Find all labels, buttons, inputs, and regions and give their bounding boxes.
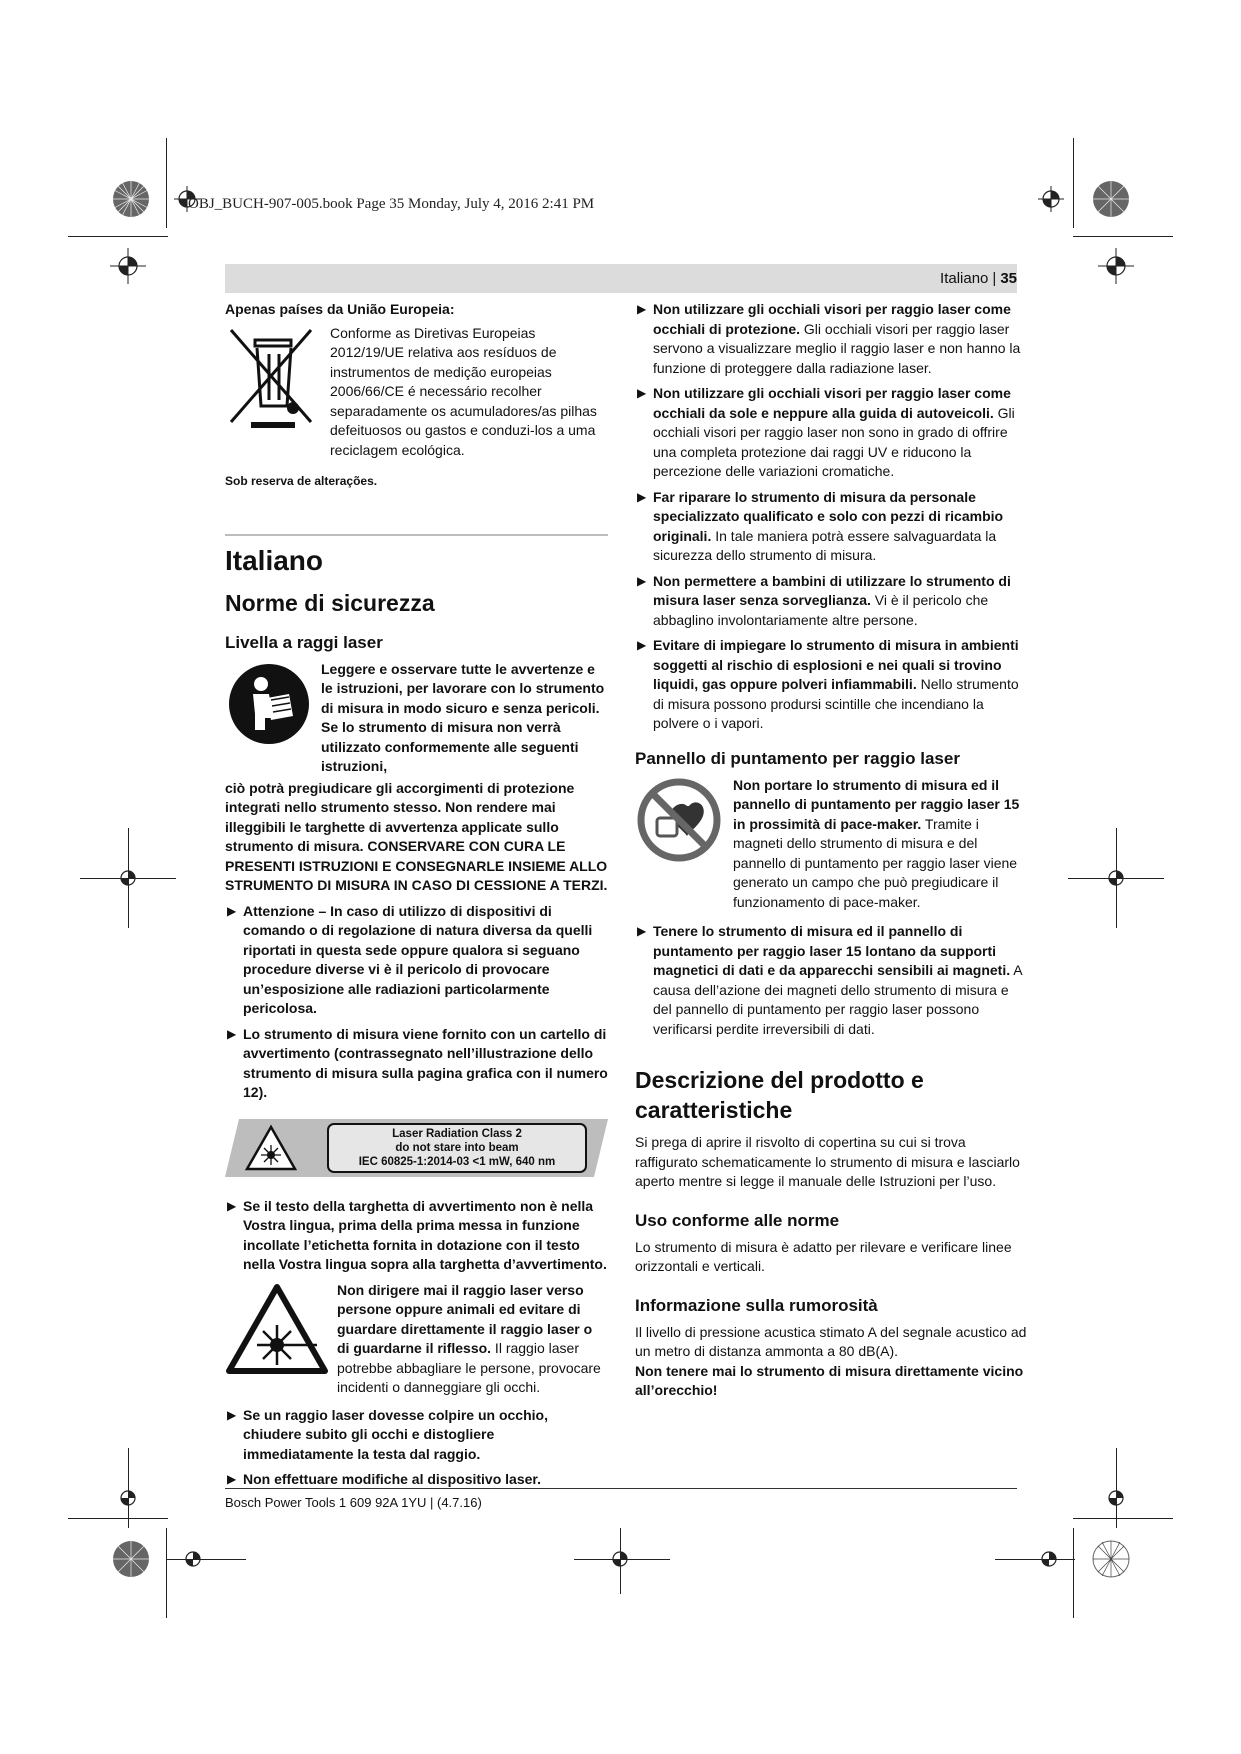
- bullet-text: Gli occhiali visori per raggio laser non sono in grado di offrire una completa protezione dai raggi UV e riducono la percezione delle variazioni cromatiche.: [653, 404, 1015, 479]
- crop-line: [1073, 1528, 1074, 1618]
- eu-heading: Apenas países da União Europeia:: [225, 301, 455, 317]
- bullet-item: [635, 384, 1028, 482]
- bullet-text: Non effettuare modifiche al dispositivo laser.: [243, 1471, 541, 1487]
- crop-line: [166, 1559, 246, 1560]
- read-warning-continued: ciò potrà pregiudicare gli accorgimenti di protezione integrati nello strumento stesso. Non rendere mai illeggibili le targhette di avvertenza applicate sullo strumento di misura. CONSERVARE CON CURA LE PRESENTI ISTRUZIONI E CONSEGNARLE INSIEME ALLO STRUMENTO DI MISURA IN CASO DI CESSIONE A TERZI.: [225, 779, 608, 893]
- target-panel-heading: Pannello di puntamento per raggio laser: [635, 748, 960, 768]
- bullet-item: [635, 572, 1028, 631]
- crop-line: [68, 1518, 168, 1519]
- bullet-bold: Non utilizzare gli occhiali visori per raggio laser come occhiali di protezione.: [653, 301, 1011, 337]
- bullet-item: [635, 488, 1028, 566]
- crosshair-icon: [1105, 867, 1127, 889]
- bullet-text: Lo strumento di misura viene fornito con un cartello di avvertimento (contrassegnato nell’illustrazione dello strumento di misura sulla pagina grafica con il numero 12).: [243, 1025, 608, 1100]
- page-header: [225, 264, 1017, 293]
- registration-wheel-icon: [1092, 1540, 1130, 1578]
- crosshair-icon: [182, 1548, 204, 1570]
- crop-line: [1073, 1518, 1173, 1519]
- bullet-bold: Non permettere a bambini di utilizzare lo strumento di misura laser senza sorveglianza.: [653, 572, 1011, 608]
- label-line-2: do not stare into beam: [395, 1141, 519, 1154]
- bullet-arrow-icon: ▶: [637, 638, 647, 652]
- intended-use-heading: Uso conforme alle norme: [635, 1210, 840, 1230]
- crosshair-icon: [1105, 1487, 1127, 1509]
- language-title: Italiano: [225, 544, 324, 576]
- bullet-text: Se un raggio laser dovesse colpire un occhio, chiudere subito gli occhi e distogliere immediatamente la testa dal raggio.: [243, 1406, 548, 1462]
- crosshair-icon: [110, 248, 146, 284]
- noise-text: Il livello di pressione acustica stimato A del segnale acustico ad un metro di distanza ammonta a 80 dB(A).: [635, 1323, 1027, 1359]
- crosshair-icon: [117, 867, 139, 889]
- registration-wheel-icon: [112, 180, 150, 218]
- bullet-bold: Far riparare lo strumento di misura da personale specializzato qualificato e solo con pezzi di ricambio originali.: [653, 488, 1004, 544]
- bullet-text: A causa dell’azione dei magneti dello strumento di misura e del pannello di puntamento per raggio laser possono verificarsi perdite irreversibili di dati.: [653, 962, 1022, 1037]
- beam-warning-rest: Il raggio laser potrebbe abbagliare le persone, provocare incidenti o danneggiare gli occhi.: [337, 1340, 601, 1395]
- bullet-arrow-icon: ▶: [227, 1472, 237, 1486]
- page-number: 35: [1000, 270, 1017, 287]
- bullet-text: Vi è il pericolo che abbaglino involontariamente altre persone.: [653, 592, 989, 628]
- bullet-text: Nello strumento di misura possono prodursi scintille che incendiano la polvere o i vapori.: [653, 676, 1019, 731]
- left-column: [225, 300, 608, 1496]
- laser-level-heading: Livella a raggi laser: [225, 632, 383, 652]
- label-text-block: [329, 1127, 585, 1169]
- crop-line: [68, 236, 168, 237]
- crop-line: [1073, 138, 1074, 228]
- crosshair-icon: [1038, 1548, 1060, 1570]
- bullet-text: Attenzione – In caso di utilizzo di dispositivi di comando o di regolazione di natura diversa da quelli riportati in questa sede oppure qualora si seguano procedure diverse vi è il pericolo di provocare un’esposizione alle radiazioni particolarmente pericolosa.: [243, 902, 593, 1016]
- bullet-item: [635, 922, 1028, 1039]
- bullet-bold: Evitare di impiegare lo strumento di misura in ambienti soggetti al rischio di esplosioni e nei quali si trovino liquidi, gas oppure polveri infiammabili.: [653, 637, 1019, 692]
- crosshair-icon: [1098, 248, 1134, 284]
- bullet-item: [225, 902, 608, 1019]
- pacemaker-block: [635, 776, 1028, 913]
- page-footer: Bosch Power Tools 1 609 92A 1YU | (4.7.16): [225, 1488, 1017, 1510]
- bullet-item: [225, 1025, 608, 1103]
- pacemaker-bold: Non portare lo strumento di misura ed il pannello di puntamento per raggio laser 15 in prossimità di pace-maker.: [733, 776, 1020, 832]
- beam-warning-bold: Non dirigere mai il raggio laser verso persone oppure animali ed evitare di guardare direttamente il raggio laser o di guardarne il riflesso.: [337, 1281, 593, 1356]
- reserve-note: Sob reserva de alterações.: [225, 474, 378, 488]
- crop-line: [995, 1559, 1075, 1560]
- crosshair-icon: [117, 1487, 139, 1509]
- product-text: Si prega di aprire il risvolto di copertina su cui si trova raffigurato schematicamente lo strumento di misura e lasciarlo aperto mentre si legge il manuale delle Istruzioni per l’uso.: [635, 1134, 1020, 1189]
- label-line-1: Laser Radiation Class 2: [392, 1127, 522, 1140]
- crop-line: [1073, 236, 1173, 237]
- read-manual-icon: [225, 660, 313, 748]
- bullet-arrow-icon: ▶: [637, 302, 647, 316]
- noise-heading: Informazione sulla rumorosità: [635, 1295, 878, 1315]
- pacemaker-rest: Tramite i magneti dello strumento di misura e del pannello di puntamento per raggio laser viene generato un campo che può pregiudicare il funzionamento di pace-maker.: [733, 815, 1018, 910]
- right-column: [635, 300, 1028, 1401]
- bullet-item: [225, 1470, 608, 1490]
- bullet-item: [225, 1197, 608, 1275]
- crosshair-icon: [609, 1548, 631, 1570]
- crop-line: [166, 138, 167, 228]
- read-manual-block: [225, 660, 608, 777]
- bullet-bold: Non utilizzare gli occhiali visori per raggio laser come occhiali da sole e neppure alla guida di autoveicoli.: [653, 385, 1011, 421]
- beam-warning-block: [225, 1281, 608, 1398]
- safety-heading: Norme di sicurezza: [225, 589, 435, 616]
- crosshair-icon: [1038, 186, 1064, 212]
- bullet-item: [635, 636, 1028, 734]
- no-pacemaker-icon: [635, 776, 723, 864]
- eu-disposal-block: [225, 324, 608, 461]
- bullet-arrow-icon: ▶: [227, 1198, 237, 1213]
- bullet-item: [225, 1406, 608, 1465]
- crop-line: [166, 1528, 167, 1618]
- bullet-arrow-icon: ▶: [227, 903, 237, 918]
- registration-wheel-icon: [112, 1540, 150, 1578]
- bullet-arrow-icon: ▶: [227, 1407, 237, 1422]
- pacemaker-text: [733, 776, 1025, 913]
- book-file-header: OBJ_BUCH-907-005.book Page 35 Monday, July 4, 2016 2:41 PM: [188, 196, 595, 212]
- bullet-text: Se il testo della targhetta di avvertimento non è nella Vostra lingua, prima della prima messa in funzione incollate l’etichetta fornita in dotazione con il testo nella Vostra lingua sopra alla targhetta d’avvertimento.: [243, 1197, 607, 1272]
- laser-hazard-icon: [225, 1281, 329, 1377]
- bullet-arrow-icon: ▶: [227, 1026, 237, 1041]
- label-line-3: IEC 60825-1:2014-03 <1 mW, 640 nm: [358, 1155, 556, 1168]
- header-language: Italiano: [940, 270, 989, 287]
- read-warning-short: Leggere e osservare tutte le avvertenze e le istruzioni, per lavorare con lo strumento di misura in modo sicuro e senza pericoli. Se lo strumento di misura non verrà utilizzato conformemente alle seguenti istruzioni,: [321, 660, 605, 774]
- bullet-bold: Tenere lo strumento di misura ed il pannello di puntamento per raggio laser 15 lontano da supporti magnetici di dati e da apparecchi sensibili ai magneti.: [653, 923, 1011, 978]
- product-heading: Descrizione del prodotto e caratteristiche: [635, 1067, 924, 1123]
- section-divider: [225, 534, 608, 536]
- eu-directive-text: Conforme as Diretivas Europeias 2012/19/UE relativa aos resíduos de instrumentos de medição europeias 2006/66/CE é necessário recolher separadamente os acumuladores/as pilhas defeituosos ou gastos e conduzi-los a uma reciclagem ecológica.: [330, 324, 597, 458]
- bullet-arrow-icon: ▶: [637, 573, 647, 588]
- header-separator: |: [992, 270, 997, 287]
- laser-warning-label: [225, 1115, 608, 1181]
- bullet-item: [635, 300, 1028, 378]
- bullet-arrow-icon: ▶: [637, 489, 647, 504]
- bullet-arrow-icon: ▶: [637, 386, 647, 400]
- bullet-arrow-icon: ▶: [637, 924, 647, 938]
- noise-warning: Non tenere mai lo strumento di misura direttamente vicino all’orecchio!: [635, 1362, 1024, 1398]
- bullet-text: In tale maniera potrà essere salvaguardata la sicurezza dello strumento di misura.: [653, 527, 997, 563]
- intended-use-text: Lo strumento di misura è adatto per rilevare e verificare linee orizzontali e verticali.: [635, 1238, 1012, 1274]
- beam-warning-text: [337, 1281, 607, 1398]
- crossed-bin-icon: [225, 324, 320, 432]
- bullet-text: Gli occhiali visori per raggio laser servono a visualizzare meglio il raggio laser e non hanno la funzione di proteggere dalla radiazione laser.: [653, 320, 1021, 376]
- registration-wheel-icon: [1092, 180, 1130, 218]
